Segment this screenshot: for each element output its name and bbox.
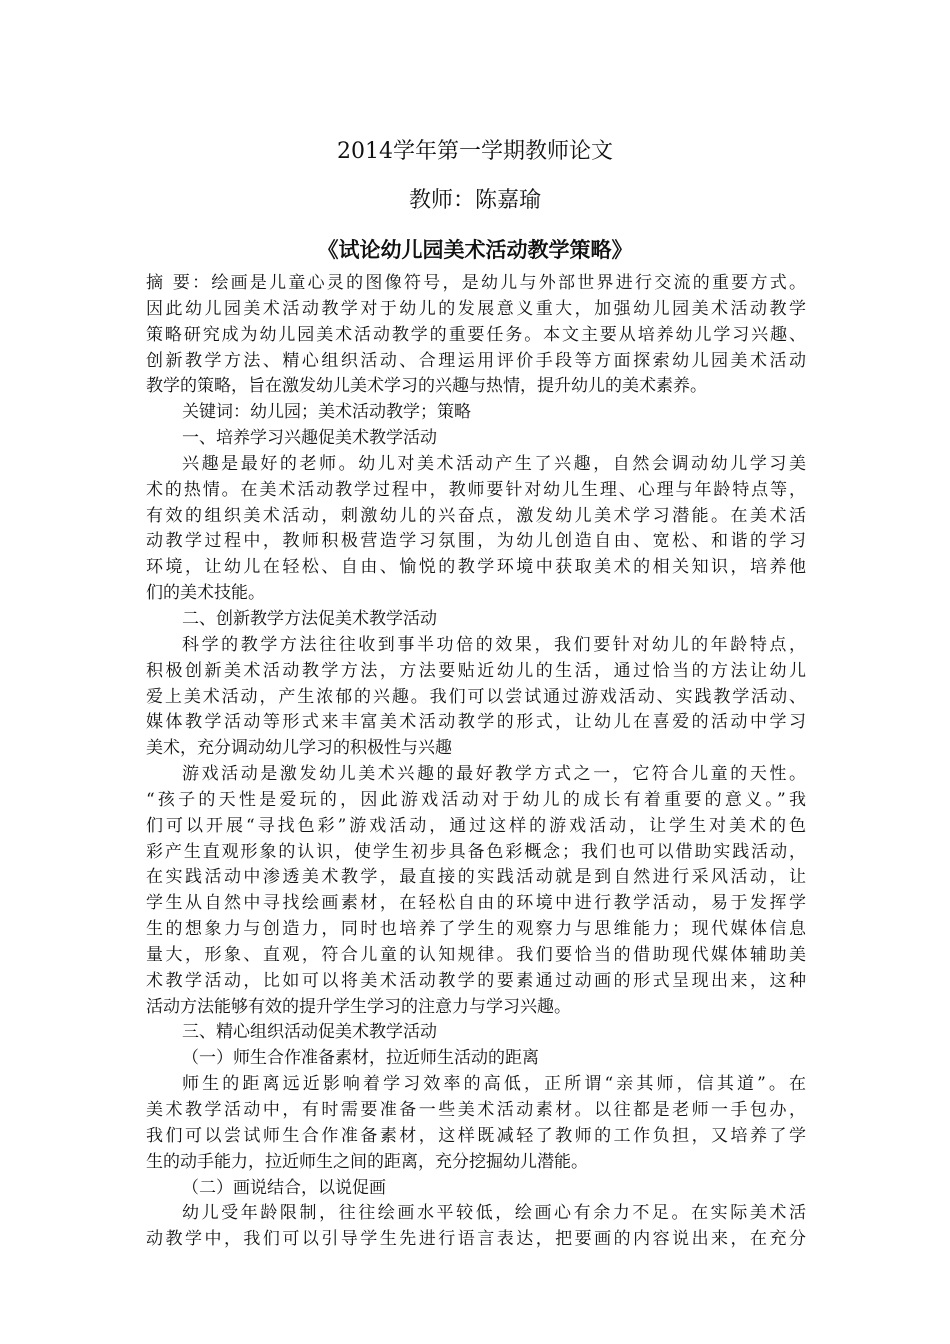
body-line: 环境，让幼儿在轻松、自由、愉悦的教学环境中获取美术的相关知识，培养他 [146, 557, 806, 578]
body-line: 师生的距离远近影响着学习效率的高低，正所谓“亲其师，信其道”。在 [182, 1074, 806, 1095]
body-line: 兴趣是最好的老师。幼儿对美术活动产生了兴趣，自然会调动幼儿学习美 [182, 453, 806, 474]
body-line: 动教学中，我们可以引导学生先进行语言表达，把要画的内容说出来，在充分 [146, 1229, 806, 1250]
body-line: 策略研究成为幼儿园美术活动教学的重要任务。本文主要从培养幼儿学习兴趣、 [146, 324, 806, 345]
body-line: 幼儿受年龄限制，往往绘画水平较低，绘画心有余力不足。在实际美术活 [182, 1203, 806, 1224]
body-line: 彩产生直观形象的认识，使学生初步具备色彩概念；我们也可以借助实践活动， [146, 841, 806, 862]
body-line: 生的动手能力，拉近师生之间的距离，充分挖掘幼儿潜能。 [146, 1151, 588, 1172]
body-line: 们可以开展“寻找色彩”游戏活动，通过这样的游戏活动，让学生对美术的色 [146, 815, 806, 836]
body-line: （一）师生合作准备素材，拉近师生活动的距离 [182, 1048, 539, 1069]
body-line: 二、创新教学方法促美术教学活动 [182, 608, 437, 629]
body-line: 术的热情。在美术活动教学过程中，教师要针对幼儿生理、心理与年龄特点等， [146, 479, 806, 500]
body-line: 生的想象力与创造力，同时也培养了学生的观察力与思维能力；现代媒体信息 [146, 919, 806, 940]
body-line: 美术教学活动中，有时需要准备一些美术活动素材。以往都是老师一手包办， [146, 1100, 806, 1120]
body-line: 关键词：幼儿园；美术活动教学；策略 [182, 402, 471, 423]
body-line: 因此幼儿园美术活动教学对于幼儿的发展意义重大，加强幼儿园美术活动教学 [146, 298, 806, 319]
body-line: 活动方法能够有效的提升学生学习的注意力与学习兴趣。 [146, 996, 571, 1017]
body-line: 创新教学方法、精心组织活动、合理运用评价手段等方面探索幼儿园美术活动 [146, 350, 806, 371]
body-line: 在实践活动中渗透美术教学，最直接的实践活动就是到自然进行采风活动，让 [146, 867, 806, 888]
body-text [146, 271, 806, 1253]
body-line: 们的美术技能。 [146, 583, 265, 604]
body-line: 三、精心组织活动促美术教学活动 [182, 1022, 437, 1043]
body-line: “孩子的天性是爱玩的，因此游戏活动对于幼儿的成长有着重要的意义。”我 [146, 789, 806, 810]
body-line: 术教学活动，比如可以将美术活动教学的要素通过动画的形式呈现出来，这种 [146, 970, 806, 991]
body-line: 量大，形象、直观，符合儿童的认知规律。我们要恰当的借助现代媒体辅助美 [146, 944, 806, 965]
body-line: 摘 要：绘画是儿童心灵的图像符号，是幼儿与外部世界进行交流的重要方式。 [146, 273, 806, 293]
body-line: 学生从自然中寻找绘画素材，在轻松自由的环境中进行教学活动，易于发挥学 [146, 893, 806, 914]
body-line: 游戏活动是激发幼儿美术兴趣的最好教学方式之一，它符合儿童的天性。 [182, 764, 806, 785]
body-line: 动教学过程中，教师积极营造学习氛围，为幼儿创造自由、宽松、和谐的学习 [146, 531, 806, 552]
body-line: （二）画说结合，以说促画 [182, 1177, 386, 1198]
body-line: 媒体教学活动等形式来丰富美术活动教学的形式，让幼儿在喜爱的活动中学习 [146, 712, 806, 733]
body-line: 有效的组织美术活动，刺激幼儿的兴奋点，激发幼儿美术学习潜能。在美术活 [146, 505, 806, 526]
body-line: 美术，充分调动幼儿学习的积极性与兴趣 [146, 738, 452, 759]
paper-title: 《试论幼儿园美术活动教学策略》 [317, 238, 633, 262]
body-line: 一、培养学习兴趣促美术教学活动 [182, 428, 437, 449]
semester-title: 2014学年第一学期教师论文 [337, 139, 613, 164]
body-line: 科学的教学方法往往收到事半功倍的效果，我们要针对幼儿的年龄特点， [182, 634, 806, 655]
body-line: 积极创新美术活动教学方法，方法要贴近幼儿的生活，通过恰当的方法让幼儿 [146, 660, 806, 681]
body-line: 教学的策略，旨在激发幼儿美术学习的兴趣与热情，提升幼儿的美术素养。 [146, 376, 707, 397]
teacher-line: 教师：陈嘉瑜 [408, 188, 541, 213]
body-line: 爱上美术活动，产生浓郁的兴趣。我们可以尝试通过游戏活动、实践教学活动、 [146, 686, 806, 707]
body-line: 我们可以尝试师生合作准备素材，这样既减轻了教师的工作负担，又培养了学 [146, 1125, 806, 1146]
